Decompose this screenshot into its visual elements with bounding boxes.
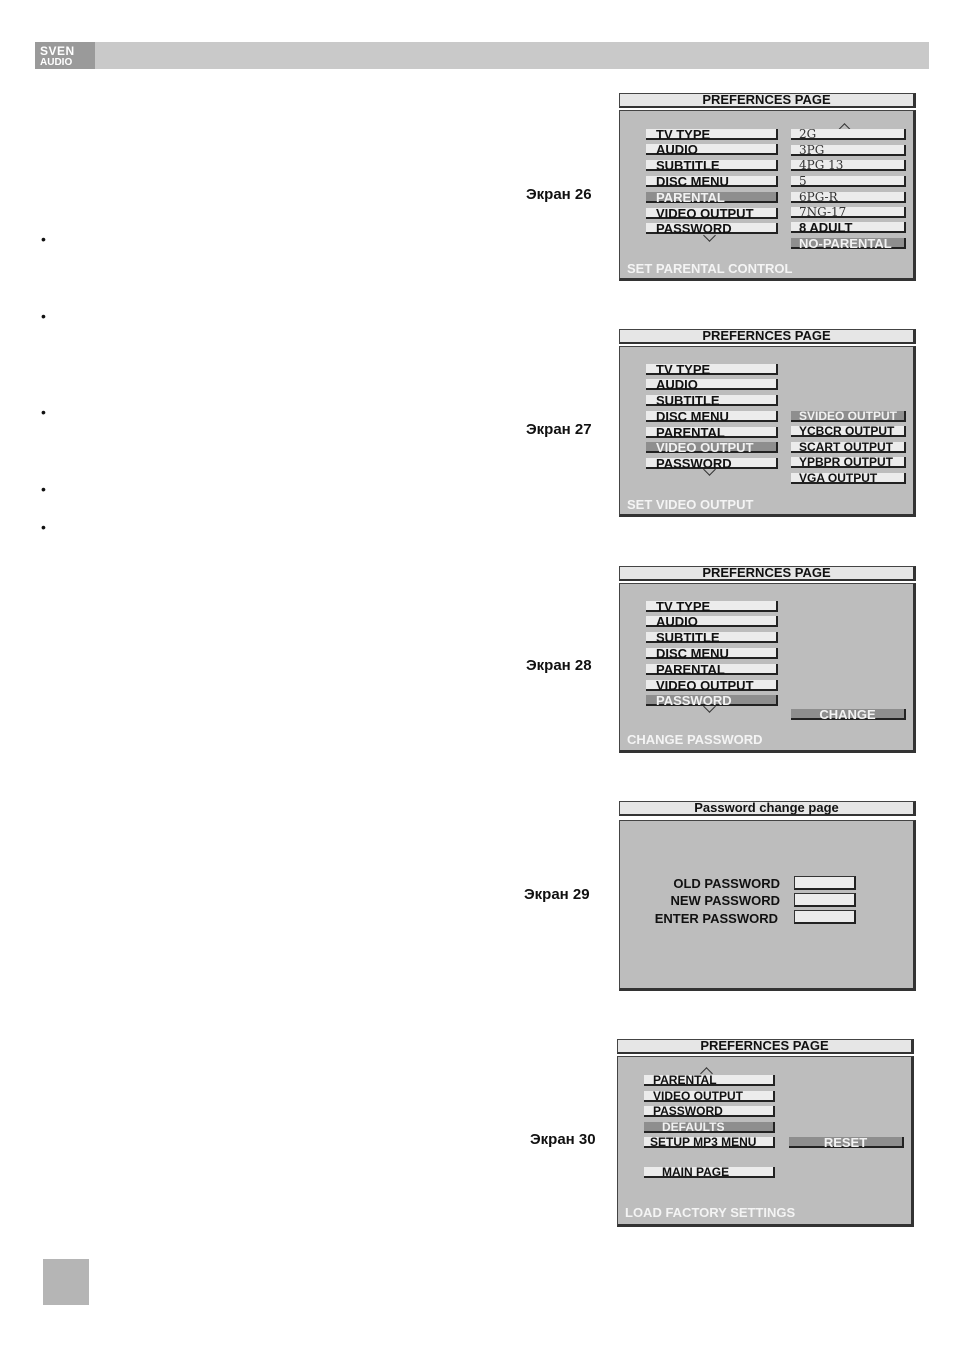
video-option-vga[interactable]: VGA OUTPUT [791, 473, 906, 484]
screen-29-label: Экран 29 [524, 886, 590, 903]
screen-26-label: Экран 26 [526, 186, 592, 203]
screen-30-panel [617, 1056, 914, 1227]
menu-item-setup-mp3[interactable]: SETUP MP3 MENU [644, 1137, 775, 1148]
menu-item-parental[interactable]: PARENTAL [646, 664, 778, 675]
logo-line2: AUDIO [40, 57, 73, 68]
menu-item-disc-menu[interactable]: DISC MENU [646, 411, 778, 422]
change-button[interactable]: CHANGE [791, 709, 906, 720]
menu-item-subtitle[interactable]: SUBTITLE [646, 632, 778, 643]
menu-item-password[interactable]: PASSWORD [646, 458, 778, 469]
video-option-ypbpr[interactable]: YPBPR OUTPUT [791, 457, 906, 468]
reset-button[interactable]: RESET [789, 1137, 904, 1148]
menu-item-parental[interactable]: PARENTAL [646, 192, 778, 203]
menu-item-subtitle[interactable]: SUBTITLE [646, 395, 778, 406]
menu-item-password[interactable]: PASSWORD [646, 223, 778, 234]
bullet: • [41, 404, 46, 420]
screen-30-footer: LOAD FACTORY SETTINGS [625, 1205, 796, 1220]
parental-option-no-parental[interactable]: NO-PARENTAL [791, 238, 906, 249]
screen-30-label: Экран 30 [530, 1131, 596, 1148]
logo-line1: SVEN [40, 44, 75, 58]
menu-item-tv-type[interactable]: TV TYPE [646, 601, 778, 612]
enter-password-input[interactable] [794, 910, 856, 924]
menu-item-video-output[interactable]: VIDEO OUTPUT [646, 208, 778, 219]
menu-item-audio[interactable]: AUDIO [646, 144, 778, 155]
screen-26-title: PREFERNCES PAGE [619, 93, 916, 108]
screen-27-footer: SET VIDEO OUTPUT [627, 497, 754, 512]
parental-option-2g[interactable]: 2G [791, 129, 906, 140]
page-number-box [43, 1259, 89, 1305]
old-password-input[interactable] [794, 876, 856, 890]
menu-item-password[interactable]: PASSWORD [646, 695, 778, 706]
menu-item-defaults[interactable]: DEFAULTS [644, 1122, 775, 1133]
screen-27-panel [619, 346, 916, 517]
parental-option-4pg13[interactable]: 4PG 13 [791, 160, 906, 171]
screen-28-label: Экран 28 [526, 657, 592, 674]
menu-item-disc-menu[interactable]: DISC MENU [646, 176, 778, 187]
old-password-label: OLD PASSWORD [673, 876, 780, 891]
new-password-input[interactable] [794, 893, 856, 907]
screen-29-title: Password change page [619, 801, 916, 816]
screen-30-title: PREFERNCES PAGE [617, 1039, 914, 1054]
sven-audio-logo [35, 42, 95, 69]
new-password-label: NEW PASSWORD [670, 893, 780, 908]
bullet: • [41, 308, 46, 324]
menu-item-parental[interactable]: PARENTAL [646, 427, 778, 438]
parental-option-6pgr[interactable]: 6PG-R [791, 192, 906, 203]
video-option-svideo[interactable]: SVIDEO OUTPUT [791, 411, 906, 422]
menu-item-video-output[interactable]: VIDEO OUTPUT [644, 1091, 775, 1102]
screen-26-footer: SET PARENTAL CONTROL [627, 261, 793, 276]
menu-item-subtitle[interactable]: SUBTITLE [646, 160, 778, 171]
parental-option-8adult[interactable]: 8 ADULT [791, 222, 906, 233]
video-option-ycbcr[interactable]: YCBCR OUTPUT [791, 426, 906, 437]
header-bar [35, 42, 929, 69]
screen-26-panel [619, 110, 916, 281]
screen-29-panel [619, 820, 916, 991]
bullet: • [41, 519, 46, 535]
menu-item-main-page[interactable]: MAIN PAGE [644, 1167, 775, 1178]
menu-item-audio[interactable]: AUDIO [646, 379, 778, 390]
menu-item-video-output[interactable]: VIDEO OUTPUT [646, 680, 778, 691]
menu-item-audio[interactable]: AUDIO [646, 616, 778, 627]
enter-password-label: ENTER PASSWORD [654, 911, 778, 926]
menu-item-password[interactable]: PASSWORD [644, 1106, 775, 1117]
menu-item-disc-menu[interactable]: DISC MENU [646, 648, 778, 659]
screen-28-footer: CHANGE PASSWORD [627, 732, 763, 747]
menu-item-tv-type[interactable]: TV TYPE [646, 129, 778, 140]
bullet: • [41, 231, 46, 247]
parental-option-3pg[interactable]: 3PG [791, 145, 906, 156]
parental-option-7ng17[interactable]: 7NG-17 [791, 207, 906, 218]
bullet: • [41, 481, 46, 497]
video-option-scart[interactable]: SCART OUTPUT [791, 442, 906, 453]
screen-28-panel [619, 583, 916, 753]
menu-item-parental[interactable]: PARENTAL [644, 1075, 775, 1086]
menu-item-video-output[interactable]: VIDEO OUTPUT [646, 442, 778, 453]
screen-27-title: PREFERNCES PAGE [619, 329, 916, 344]
menu-item-tv-type[interactable]: TV TYPE [646, 364, 778, 375]
parental-option-5[interactable]: 5 [791, 176, 906, 187]
screen-28-title: PREFERNCES PAGE [619, 566, 916, 581]
screen-27-label: Экран 27 [526, 421, 592, 438]
